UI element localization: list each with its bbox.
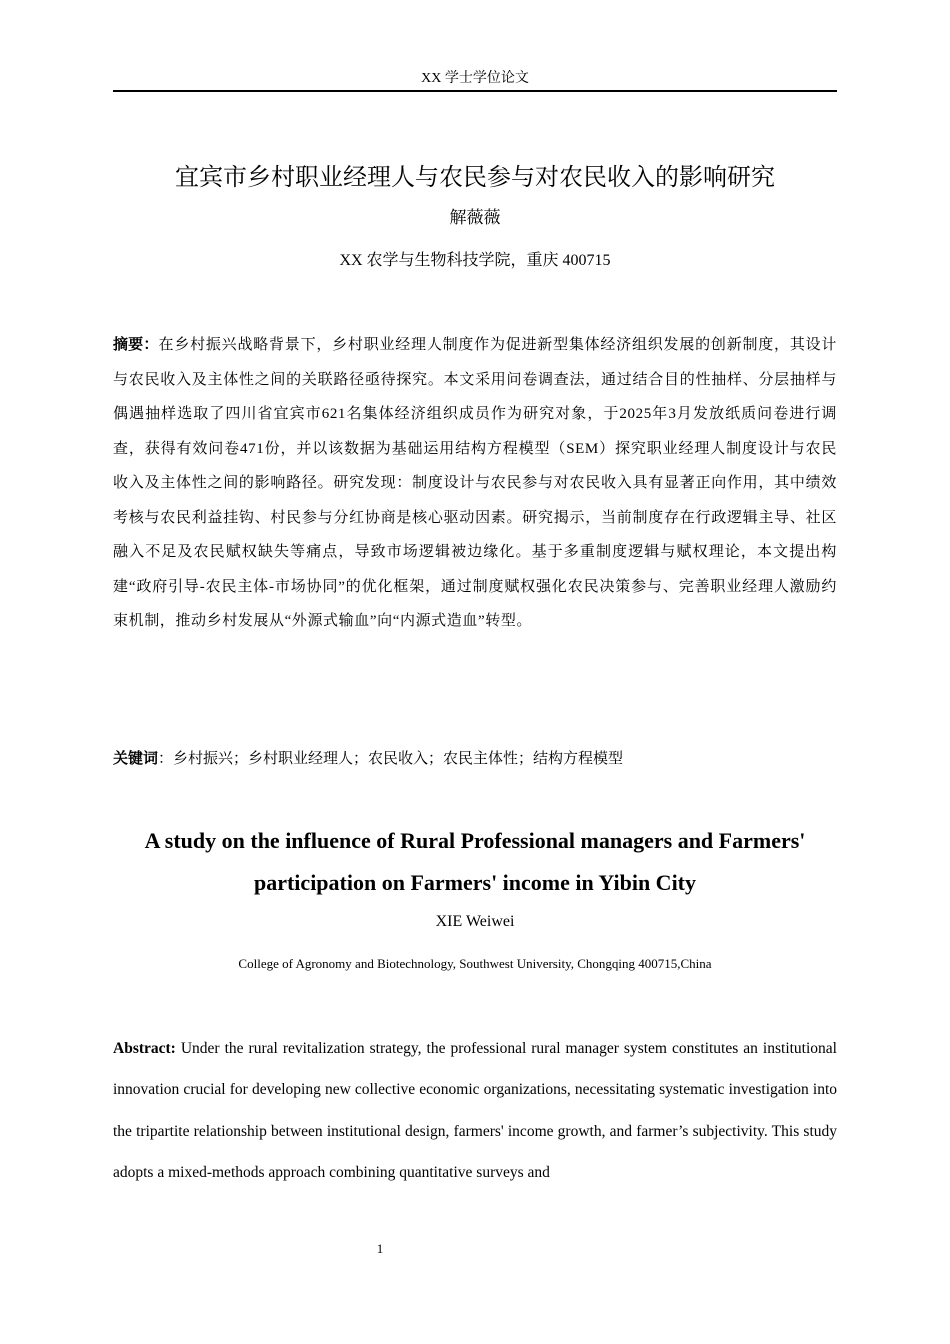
english-author: XIE Weiwei [435,913,515,930]
chinese-affiliation: XX 农学与生物科技学院，重庆 400715 [339,252,611,269]
chinese-abstract-text: 在乡村振兴战略背景下，乡村职业经理人制度作为促进新型集体经济组织发展的创新制度，其设计与农民收入及主体性之间的关联路径亟待探究。本文采用问卷调查法，通过结合目的性抽样、分层抽样与偶遇抽样选取了四川省宜宾市621名集体经济组织成员作为研究对象，于2025年3月发放纸质问卷进行调查，获得有效问卷471份，并以该数据为基础运用结构方程模型（SEM）探究职业经理人制度设计与农民收入及主体性之间的影响路径。研究发现：制度设计与农民参与对农民收入具有显著正向作用，其中绩效考核与农民利益挂钩、村民参与分红协商是核心驱动因素。研究揭示，当前制度存在行政逻辑主导、社区融入不足及农民赋权缺失等痛点，导致市场逻辑被边缘化。基于多重制度逻辑与赋权理论，本文提出构建“政府引导-农民主体-市场协同”的优化框架，通过制度赋权强化农民决策参与、完善职业经理人激励约束机制，推动乡村发展从“外源式输血”向“内源式造血”转型。 [113,337,837,629]
page-number: 1 [376,1241,384,1256]
english-affiliation: College of Agronomy and Biotechnology, Southwest University, Chongqing 400715,China [238,956,712,971]
chinese-keywords-text: ：乡村振兴；乡村职业经理人；农民收入；农民主体性；结构方程模型 [158,749,624,767]
chinese-abstract [113,327,837,639]
english-abstract-text: Under the rural revitalization strategy, the professional rural manager system constitutes an institutional innovation crucial for developing new collective economic organizations, necessitating systematic investigation into the tripartite relationship between institutional design, farmers' income growth, and farmer’s subjectivity. This study adopts a mixed-methods approach combining quantitative surveys and [113,1040,837,1181]
chinese-keywords-label: 关键词 [113,749,159,767]
chinese-author: 解薇薇 [449,208,501,228]
running-header: XX 学士学位论文 [421,71,529,86]
english-title: A study on the influence of Rural Professional managers and Farmers' participation on Farmers' income in Yibin City [144,828,806,895]
header-rule [113,90,837,92]
chinese-abstract-label: 摘要： [113,335,159,353]
english-abstract-label: Abstract: [113,1040,176,1057]
chinese-title: 宜宾市乡村职业经理人与农民参与对农民收入的影响研究 [175,163,775,191]
english-abstract [113,1028,837,1193]
chinese-keywords [113,745,837,771]
